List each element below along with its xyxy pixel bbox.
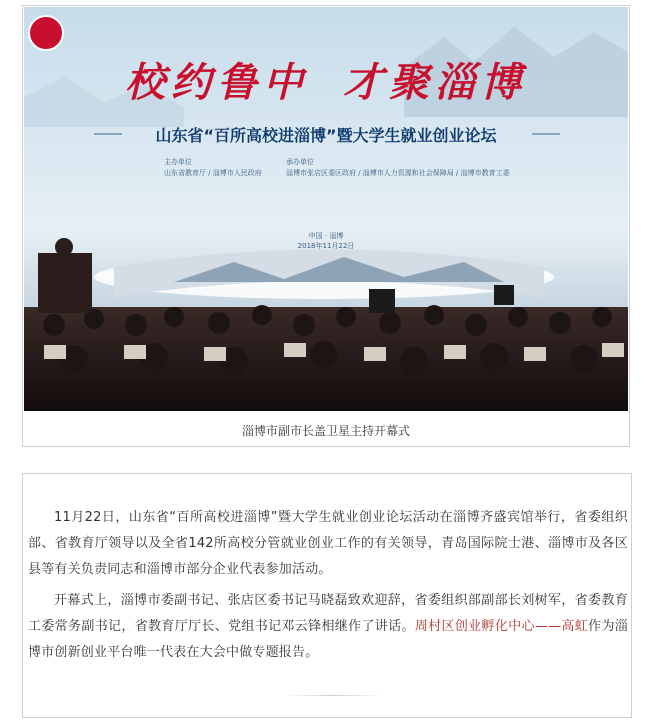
photo-card [22, 5, 630, 447]
event-photo [24, 7, 628, 411]
organizer-label: 承办单位 [286, 158, 314, 166]
banner-subtitle: 山东省“百所高校进淄博”暨大学生就业创业论坛 [155, 126, 497, 145]
event-date: 2018年11月22日 [297, 242, 355, 250]
paragraph-2-text: 开幕式上，淄博市委副书记、张店区委书记马晓磊致欢迎辞，省委组织部副部长刘树军，省委教育工委常务副书记，省教育厅厅长、党组书记邓云锋相继作了讲话。 [28, 593, 628, 634]
article-paragraph-1: 11月22日，山东省“百所高校进淄博”暨大学生就业创业论坛活动在淄博齐盛宾馆举行，省委组织部、省教育厅领导以及全省142所高校分管就业创业工作的有关领导，青岛国际院士港、淄博市及各区县等有关负责同志和淄博市部分企业代表参加活动。 [28, 510, 628, 577]
host-block [164, 157, 262, 179]
camera [494, 285, 514, 305]
organizer-orgs: 淄博市张店区委区政府 / 淄博市人力资源和社会保障局 / 淄博市教育工委 [286, 169, 510, 177]
host-orgs: 山东省教育厅 / 淄博市人民政府 [164, 169, 262, 177]
place-date-block [24, 231, 628, 251]
logo-seal [28, 15, 64, 51]
article-card [22, 473, 632, 718]
banner-title [24, 51, 628, 108]
organizer-block [286, 157, 510, 179]
banner-title-part2: 才聚淄博 [343, 59, 527, 106]
article-paragraph-2 [28, 588, 628, 666]
camera [369, 289, 395, 313]
photo-caption: 淄博市副市长盖卫星主持开幕式 [241, 424, 410, 438]
place: 中国 · 淄博 [308, 232, 344, 240]
divider [283, 695, 383, 696]
highlight-incubator: 周村区创业孵化中心——高虹 [414, 619, 589, 634]
speaker-podium [38, 253, 92, 313]
host-label: 主办单位 [164, 158, 192, 166]
paragraph-2-tail: 作为淄博市创新创业平台唯一代表在大会中做专题报告。 [28, 619, 628, 660]
banner-title-part1: 校约鲁中 [125, 59, 309, 106]
